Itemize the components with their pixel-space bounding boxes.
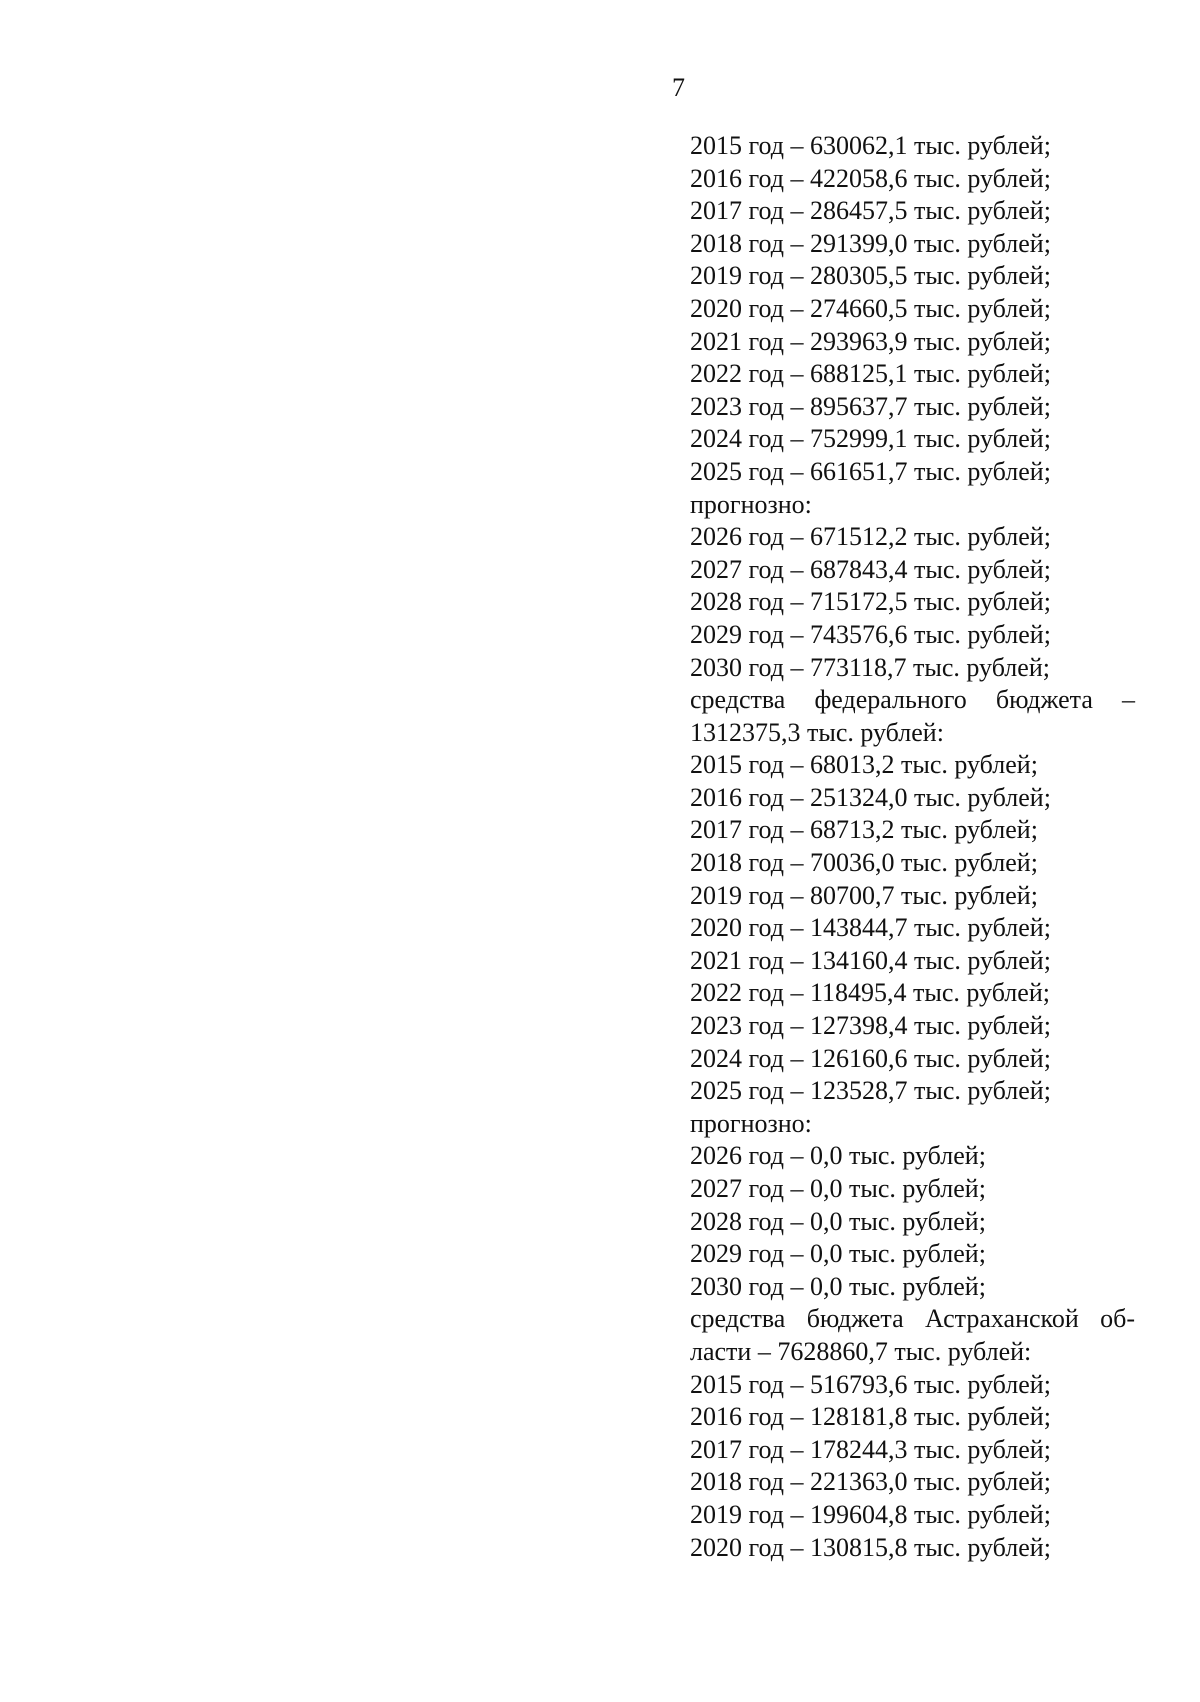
funding-text-block bbox=[690, 130, 1135, 1564]
text-line: 2030 год – 0,0 тыс. рублей; bbox=[690, 1271, 986, 1301]
text-line: 2021 год – 293963,9 тыс. рублей; bbox=[690, 326, 1051, 356]
text-line: ласти – 7628860,7 тыс. рублей: bbox=[690, 1336, 1032, 1366]
text-line: 2022 год – 688125,1 тыс. рублей; bbox=[690, 359, 1051, 389]
text-line: 2018 год – 70036,0 тыс. рублей; bbox=[690, 848, 1038, 878]
text-line: 2023 год – 895637,7 тыс. рублей; bbox=[690, 391, 1051, 421]
text-line: 2025 год – 661651,7 тыс. рублей; bbox=[690, 456, 1051, 486]
text-line: 2028 год – 715172,5 тыс. рублей; bbox=[690, 587, 1051, 617]
text-line: 2027 год – 687843,4 тыс. рублей; bbox=[690, 554, 1051, 584]
text-line: 2019 год – 80700,7 тыс. рублей; bbox=[690, 880, 1038, 910]
text-line: 2020 год – 274660,5 тыс. рублей; bbox=[690, 293, 1051, 323]
text-line: 2015 год – 68013,2 тыс. рублей; bbox=[690, 750, 1038, 780]
text-line: 2017 год – 68713,2 тыс. рублей; bbox=[690, 815, 1038, 845]
text-line: 2027 год – 0,0 тыс. рублей; bbox=[690, 1174, 986, 1203]
text-line: 2021 год – 134160,4 тыс. рублей; bbox=[690, 945, 1051, 975]
text-line: 2019 год – 199604,8 тыс. рублей; bbox=[690, 1499, 1051, 1529]
text-line: 2017 год – 286457,5 тыс. рублей; bbox=[690, 196, 1051, 226]
text-line: 2015 год – 630062,1 тыс. рублей; bbox=[690, 131, 1051, 160]
text-line: 2022 год – 118495,4 тыс. рублей; bbox=[690, 978, 1050, 1008]
text-line: 2016 год – 128181,8 тыс. рублей; bbox=[690, 1402, 1051, 1432]
text-line: 2018 год – 221363,0 тыс. рублей; bbox=[690, 1467, 1051, 1497]
text-line: 2029 год – 743576,6 тыс. рублей; bbox=[690, 619, 1051, 649]
text-line: 2030 год – 773118,7 тыс. рублей; bbox=[690, 652, 1050, 682]
text-line: 2025 год – 123528,7 тыс. рублей; bbox=[690, 1076, 1051, 1106]
text-line: 2016 год – 251324,0 тыс. рублей; bbox=[690, 782, 1051, 812]
text-line: 2024 год – 752999,1 тыс. рублей; bbox=[690, 424, 1051, 454]
text-line: 2028 год – 0,0 тыс. рублей; bbox=[690, 1206, 986, 1236]
text-line: средства федерального бюджета – bbox=[690, 685, 1135, 715]
text-line: 2016 год – 422058,6 тыс. рублей; bbox=[690, 163, 1051, 193]
text-line: средства бюджета Астраханской об- bbox=[690, 1304, 1135, 1334]
text-line: 2026 год – 671512,2 тыс. рублей; bbox=[690, 522, 1051, 552]
text-line: 2020 год – 143844,7 тыс. рублей; bbox=[690, 913, 1051, 943]
text-line: 1312375,3 тыс. рублей: bbox=[690, 717, 944, 747]
text-line: прогнозно: bbox=[690, 1108, 812, 1138]
text-line: 2015 год – 516793,6 тыс. рублей; bbox=[690, 1369, 1051, 1399]
text-line: прогнозно: bbox=[690, 489, 812, 519]
text-line: 2018 год – 291399,0 тыс. рублей; bbox=[690, 228, 1051, 258]
text-line: 2024 год – 126160,6 тыс. рублей; bbox=[690, 1043, 1051, 1073]
text-line: 2029 год – 0,0 тыс. рублей; bbox=[690, 1239, 986, 1269]
text-line: 2026 год – 0,0 тыс. рублей; bbox=[690, 1141, 986, 1171]
text-line: 2020 год – 130815,8 тыс. рублей; bbox=[690, 1532, 1051, 1562]
text-line: 2023 год – 127398,4 тыс. рублей; bbox=[690, 1011, 1051, 1041]
text-line: 2019 год – 280305,5 тыс. рублей; bbox=[690, 261, 1051, 291]
page-number: 7 bbox=[672, 73, 685, 102]
text-line: 2017 год – 178244,3 тыс. рублей; bbox=[690, 1434, 1051, 1464]
